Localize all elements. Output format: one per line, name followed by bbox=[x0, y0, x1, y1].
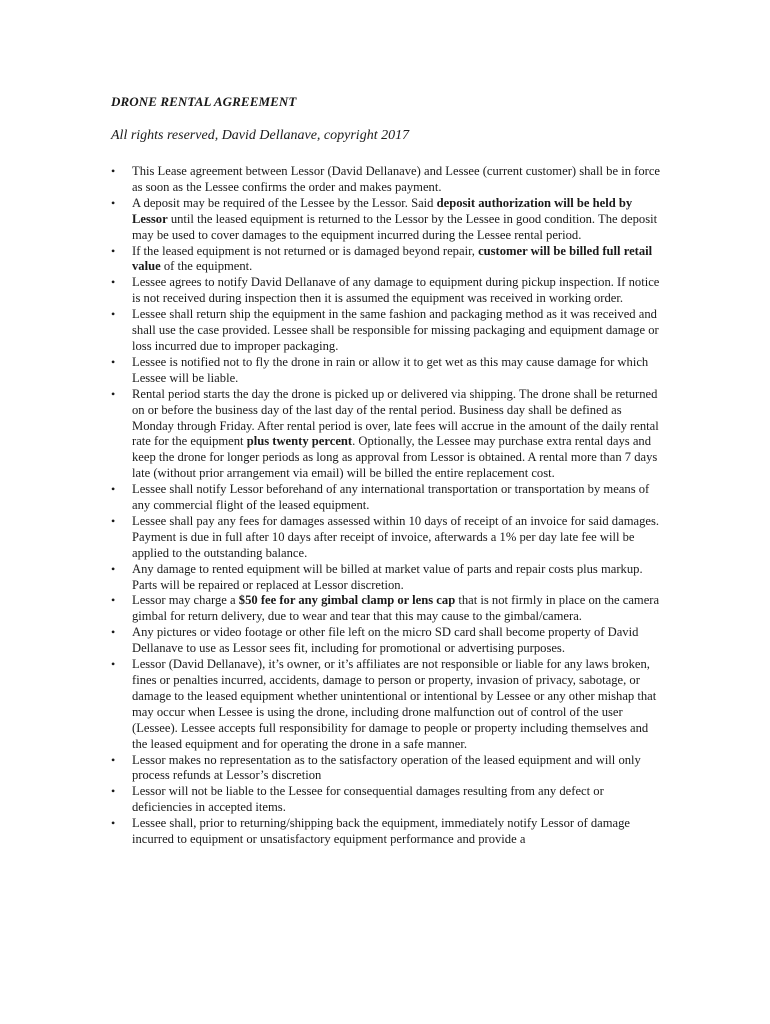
bullet-icon: • bbox=[111, 784, 116, 799]
clause-item bbox=[111, 514, 663, 562]
clause-item bbox=[111, 164, 663, 196]
bullet-icon: • bbox=[111, 657, 116, 672]
clause-text: Lessor makes no representation as to the satisfactory operation of the leased equipment and will only process refunds at Lessor’s discretion bbox=[132, 752, 641, 783]
clause-emphasis: deposit authorization will be held by Lessor bbox=[132, 195, 633, 226]
clause-text: Lessee shall, prior to returning/shipping back the equipment, immediately notify Lessor of damage incurred to equipment or unsatisfactory equipment performance and provide a bbox=[132, 816, 631, 847]
clause-emphasis: plus twenty percent bbox=[246, 434, 353, 449]
clause-emphasis: $50 fee for any gimbal clamp or lens cap bbox=[238, 593, 456, 608]
clause-text: Lessor (David Dellanave), it’s owner, or it’s affiliates are not responsible or liable for any laws broken, fines or penalties incurred, accidents, damage to person or property, invasion of privacy, sabotage, or damage to the leased equipment whether unintentional or intentional by Lessee or any other mishap that may occur when Lessee is using the drone, including drone malfunction out of control of the user (Lessee). Lessee accepts full responsibility for damage to people or property including themselves and the leased equipment and for operating the drone in a safe manner. bbox=[132, 657, 657, 751]
bullet-icon: • bbox=[111, 482, 116, 497]
clause-emphasis: customer will be billed full retail value bbox=[132, 243, 653, 274]
bullet-icon: • bbox=[111, 354, 116, 369]
clause-text: Any damage to rented equipment will be billed at market value of parts and repair costs plus markup. Parts will be repaired or replaced at Lessor discretion. bbox=[132, 561, 643, 592]
clause-item bbox=[111, 196, 663, 244]
clause-text: Lessee shall notify Lessor beforehand of any international transportation or transportation by means of any commercial flight of the leased equipment. bbox=[132, 482, 650, 513]
clause-text: Rental period starts the day the drone is picked up or delivered via shipping. The drone shall be returned on or before the business day of the last day of the rental period. Business day shall be defined as Monday through Friday. After rental period is over, late fees will accrue in the amount of the daily rental rate for the equipment bbox=[132, 386, 659, 449]
bullet-icon: • bbox=[111, 386, 116, 401]
clause-text: Lessor may charge a bbox=[132, 593, 239, 608]
document-title: DRONE RENTAL AGREEMENT bbox=[111, 94, 297, 109]
clause-item bbox=[111, 387, 663, 482]
bullet-icon: • bbox=[111, 513, 116, 528]
clause-item bbox=[111, 355, 663, 387]
bullet-icon: • bbox=[111, 816, 116, 831]
clause-list bbox=[111, 164, 663, 848]
bullet-icon: • bbox=[111, 561, 116, 576]
bullet-icon: • bbox=[111, 307, 116, 322]
copyright-line: All rights reserved, David Dellanave, copyright 2017 bbox=[111, 128, 410, 143]
clause-text: If the leased equipment is not returned or is damaged beyond repair, bbox=[132, 243, 479, 258]
clause-item bbox=[111, 816, 663, 848]
bullet-icon: • bbox=[111, 752, 116, 767]
clause-item bbox=[111, 307, 663, 355]
clause-text: A deposit may be required of the Lessee by the Lessor. Said bbox=[132, 195, 437, 210]
clause-item bbox=[111, 482, 663, 514]
clause-text: Lessee agrees to notify David Dellanave of any damage to equipment during pickup inspection. If notice is not received during inspection then it is assumed the equipment was received in working order. bbox=[132, 275, 660, 306]
clause-text: until the leased equipment is returned to the Lessor by the Lessee in good condition. The deposit may be used to cover damages to the equipment incurred during the Lessee rental period. bbox=[132, 211, 658, 242]
clause-item bbox=[111, 244, 663, 276]
clause-item bbox=[111, 593, 663, 625]
bullet-icon: • bbox=[111, 243, 116, 258]
clause-item bbox=[111, 753, 663, 785]
clause-item bbox=[111, 275, 663, 307]
clause-text: This Lease agreement between Lessor (David Dellanave) and Lessee (current customer) shall be in force as soon as the Lessee confirms the order and makes payment. bbox=[132, 164, 661, 194]
clause-text: Lessee shall pay any fees for damages assessed within 10 days of receipt of an invoice for said damages. Payment is due in full after 10 days after receipt of invoice, afterwards a 1% per day late fee will be applied to the outstanding balance. bbox=[132, 513, 660, 560]
clause-item bbox=[111, 625, 663, 657]
bullet-icon: • bbox=[111, 625, 116, 640]
bullet-icon: • bbox=[111, 195, 116, 210]
clause-text: Any pictures or video footage or other file left on the micro SD card shall become property of David Dellanave to use as Lessor sees fit, including for promotional or advertising purposes. bbox=[132, 625, 639, 656]
clause-item bbox=[111, 784, 663, 816]
clause-item bbox=[111, 657, 663, 752]
clause-text: Lessor will not be liable to the Lessee for consequential damages resulting from any defect or deficiencies in accepted items. bbox=[132, 784, 604, 815]
clause-text: Lessee is notified not to fly the drone in rain or allow it to get wet as this may cause damage for which Lessee will be liable. bbox=[132, 354, 649, 385]
clause-text: . Optionally, the Lessee may purchase extra rental days and keep the drone for longer periods as long as approval from Lessor is obtained. A rental more than 7 days late (without prior arrangement via email) will be billed the entire replacement cost. bbox=[132, 434, 658, 481]
bullet-icon: • bbox=[111, 275, 116, 290]
clause-text: that is not firmly in place on the camera gimbal for return delivery, due to wear and tear that this may cause to the gimbal/camera. bbox=[132, 593, 660, 624]
bullet-icon: • bbox=[111, 593, 116, 608]
bullet-icon: • bbox=[111, 164, 116, 178]
clause-text: of the equipment. bbox=[160, 259, 253, 274]
clause-item bbox=[111, 562, 663, 594]
clause-text: Lessee shall return ship the equipment in the same fashion and packaging method as it was received and shall use the case provided. Lessee shall be responsible for missing packaging and equipment damage or loss incurred due to improper packaging. bbox=[132, 307, 659, 353]
